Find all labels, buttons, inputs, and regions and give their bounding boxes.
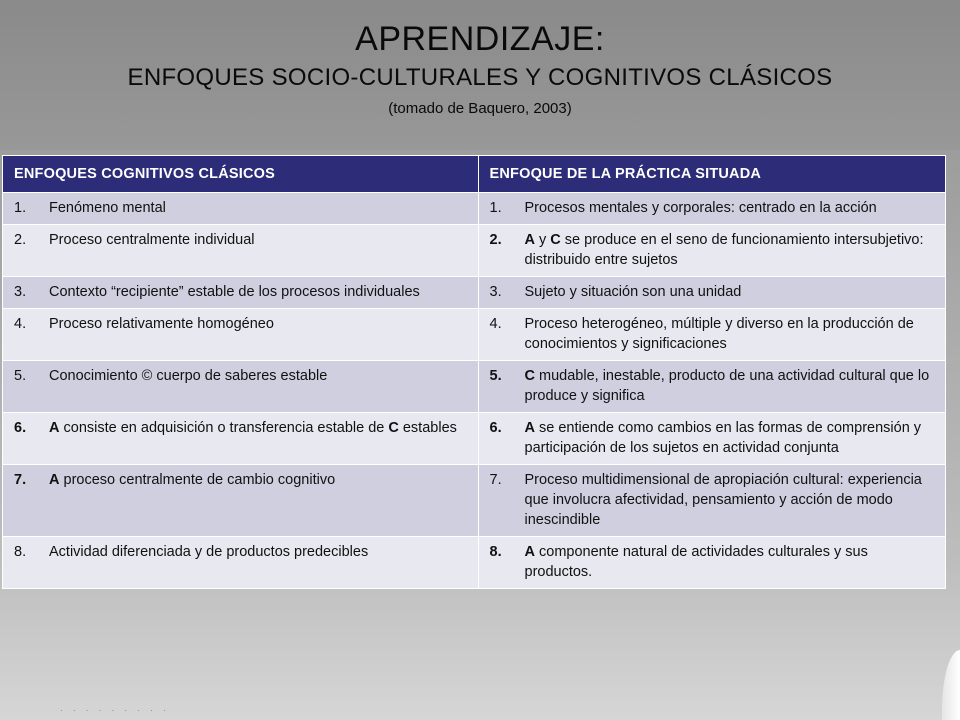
item-number: 2. [489, 232, 502, 248]
item-number: 1. [489, 200, 502, 216]
item-text: Proceso multidimensional de apropiación cultural: experiencia que involucra afectividad, pensamiento y acción de modo inescindible [524, 472, 922, 528]
item-number: 2. [14, 232, 27, 248]
table-cell-situated [478, 225, 945, 277]
table-row [3, 537, 945, 589]
item-number: 4. [489, 316, 502, 332]
table-row [3, 277, 945, 309]
table-cell-cognitive [3, 413, 478, 465]
table-cell-cognitive [3, 309, 478, 361]
page-curl-decoration [942, 650, 960, 720]
table-row [3, 361, 945, 413]
item-text: Sujeto y situación son una unidad [524, 284, 742, 300]
item-text: A se entiende como cambios en las formas de comprensión y participación de los sujetos en actividad conjunta [524, 420, 922, 456]
table-cell-cognitive [3, 277, 478, 309]
item-text: Conocimiento © cuerpo de saberes estable [49, 368, 328, 384]
slide-footer [0, 700, 960, 720]
slide-subtitle: ENFOQUES SOCIO-CULTURALES Y COGNITIVOS CLÁSICOS [127, 64, 833, 91]
table-row [3, 465, 945, 537]
table-cell-situated [478, 277, 945, 309]
comparison-table [2, 155, 946, 589]
item-number: 6. [489, 420, 502, 436]
item-number: 8. [14, 544, 27, 560]
header-cognitive-approaches: ENFOQUES COGNITIVOS CLÁSICOS [3, 156, 478, 193]
table-header-row [3, 156, 945, 193]
item-text: A proceso centralmente de cambio cognitivo [49, 472, 336, 488]
table-cell-situated [478, 537, 945, 589]
table-cell-situated [478, 465, 945, 537]
table-cell-cognitive [3, 361, 478, 413]
table-cell-cognitive [3, 537, 478, 589]
item-number: 7. [14, 472, 27, 488]
table-row [3, 413, 945, 465]
item-number: 7. [489, 472, 502, 488]
source-citation: (tomado de Baquero, 2003) [388, 100, 572, 117]
table-row [3, 309, 945, 361]
item-text: Proceso centralmente individual [49, 232, 255, 248]
table-cell-situated [478, 413, 945, 465]
table-body [3, 193, 945, 589]
table-cell-cognitive [3, 465, 478, 537]
table-cell-cognitive [3, 193, 478, 225]
item-text: Actividad diferenciada y de productos predecibles [49, 544, 369, 560]
item-number: 8. [489, 544, 502, 560]
table-row [3, 193, 945, 225]
item-number: 5. [14, 368, 27, 384]
item-number: 3. [489, 284, 502, 300]
table-cell-situated [478, 193, 945, 225]
item-text: Fenómeno mental [49, 200, 166, 216]
item-text: A componente natural de actividades culturales y sus productos. [524, 544, 868, 580]
item-text: C mudable, inestable, producto de una actividad cultural que lo produce y significa [524, 368, 930, 404]
item-text: Proceso heterogéneo, múltiple y diverso en la producción de conocimientos y significaciones [524, 316, 914, 352]
header-situated-practice: ENFOQUE DE LA PRÁCTICA SITUADA [478, 156, 945, 193]
table-cell-situated [478, 361, 945, 413]
table-cell-cognitive [3, 225, 478, 277]
slide-title: APRENDIZAJE: [355, 20, 605, 58]
item-text: A consiste en adquisición o transferencia estable de C estables [49, 420, 457, 436]
item-number: 1. [14, 200, 27, 216]
item-text: Contexto “recipiente” estable de los procesos individuales [49, 284, 420, 300]
item-text: Procesos mentales y corporales: centrado en la acción [524, 200, 877, 216]
item-number: 4. [14, 316, 27, 332]
item-text: Proceso relativamente homogéneo [49, 316, 274, 332]
table-cell-situated [478, 309, 945, 361]
table-row [3, 225, 945, 277]
item-number: 5. [489, 368, 502, 384]
footer-decoration: · · · · · · · · · [60, 706, 170, 715]
item-number: 3. [14, 284, 27, 300]
item-text: A y C se produce en el seno de funcionamiento intersubjetivo: distribuido entre sujetos [524, 232, 924, 268]
item-number: 6. [14, 420, 27, 436]
